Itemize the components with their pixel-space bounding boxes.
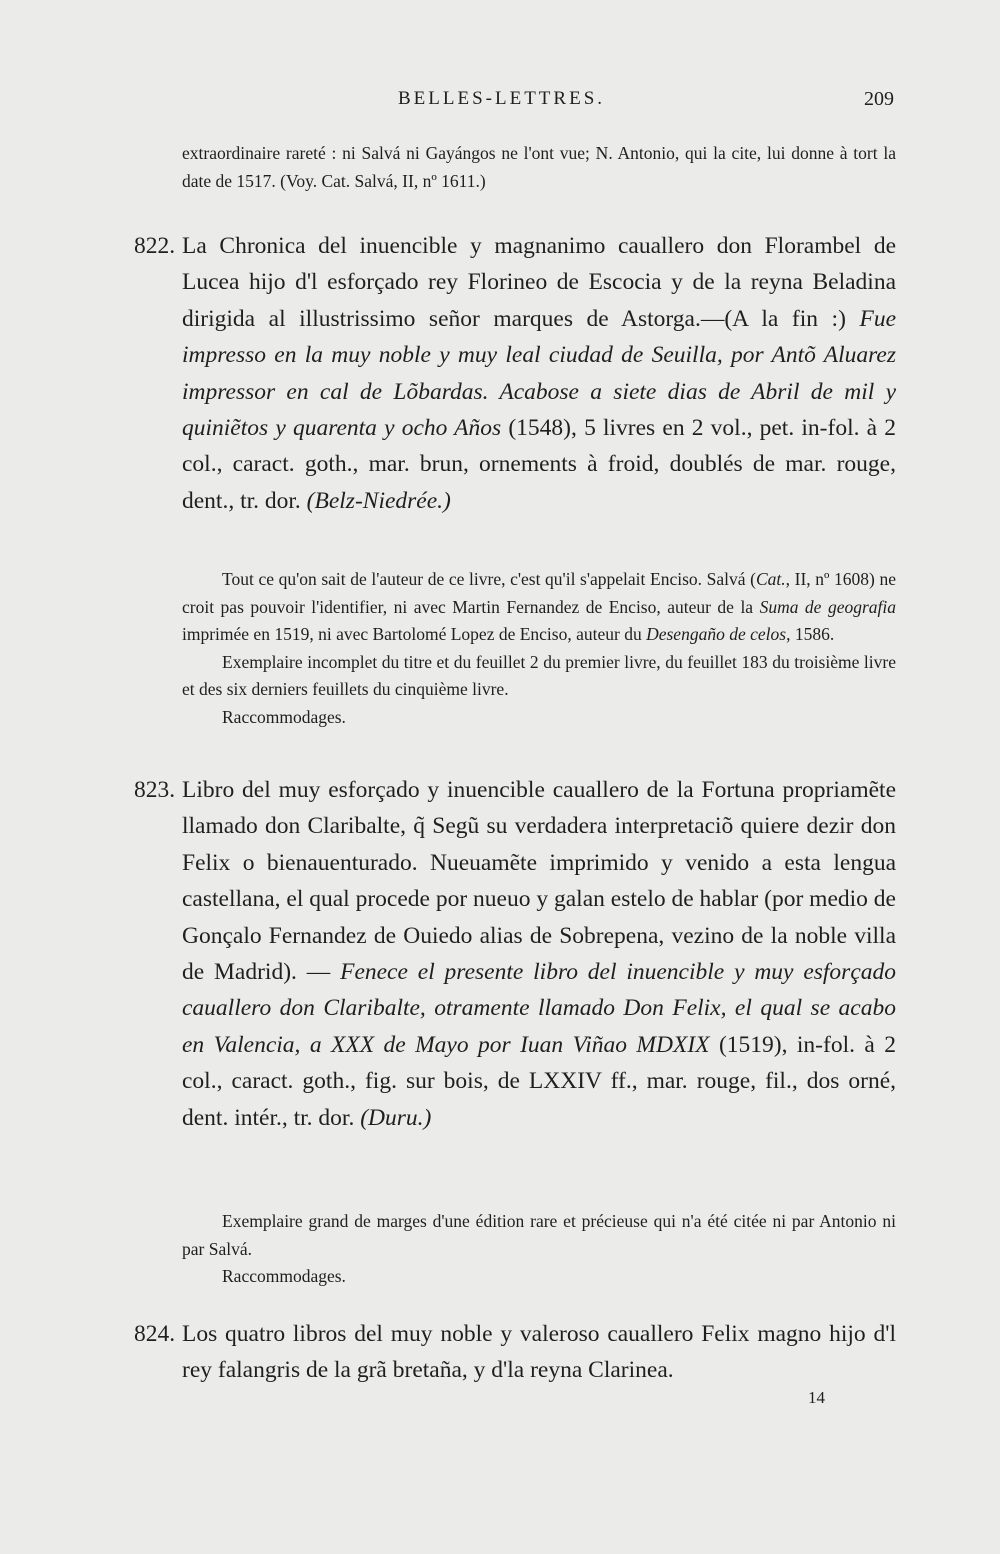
running-title: BELLES-LETTRES. [398, 88, 606, 109]
entry-822-body [134, 228, 897, 519]
entry-822-note-1 [182, 566, 896, 649]
entry-number: 823. [134, 777, 176, 803]
note-text: imprimée en 1519, ni avec Bartolomé Lopez de Enciso, auteur du [182, 624, 647, 644]
note-text: Tout ce qu'on sait de l'auteur de ce livre, c'est qu'il s'appelait Enciso. Salvá ( [222, 569, 756, 589]
entry-823 [134, 772, 897, 1136]
page-number: 209 [864, 88, 894, 110]
entry-822-notes [182, 566, 896, 731]
entry-824 [134, 1316, 896, 1389]
note-text: , 1586. [786, 624, 835, 644]
note-italic: Suma de geografia [759, 596, 896, 617]
top-note [182, 140, 896, 195]
entry-number: 824. [134, 1321, 176, 1347]
note-italic: Cat. [755, 569, 786, 589]
entry-822-title: La Chronica del inuencible y magnanimo cauallero don Florambel de Lucea hijo d'l esforçado rey Florineo de Escocia y de la reyna Beladina dirigida al illustrissimo señor marques de Astorga.—(A la fin :) [182, 233, 896, 332]
entry-number: 822. [134, 233, 176, 259]
entry-822-note-3: Raccommodages. [222, 706, 346, 727]
entry-822 [134, 228, 897, 519]
top-note-text: extraordinaire rareté : ni Salvá ni Gayángos ne l'ont vue; N. Antonio, qui la cite, lui donne à tort la date de 1517. (Voy. Cat. Salvá, II, nº 1611.) [182, 143, 896, 191]
entry-822-provenance: (Belz-Niedrée.) [306, 487, 451, 514]
signature-mark: 14 [808, 1388, 825, 1407]
entry-824-body [134, 1316, 896, 1389]
running-head [180, 88, 900, 118]
entry-823-colophon: Fenece el presente libro del inuencible y muy esforçado cauallero don Claribalte, otramente llamado Don Felix, el qual se acabo en Valencia, a XXX de Mayo por Iuan Viñao MDXIX [182, 959, 897, 1058]
entry-823-note-1: Exemplaire grand de marges d'une édition rare et précieuse qui n'a été citée ni par Antonio ni par Salvá. [182, 1211, 896, 1259]
entry-823-body [134, 772, 897, 1136]
entry-823-notes [182, 1208, 896, 1291]
note-text: , II, nº 1608) ne croit pas pouvoir l'identifier, ni avec Martin Fernandez de Enciso, auteur de la [182, 569, 896, 617]
entry-822-description: (1548), 5 livres en 2 vol., pet. in-fol. à 2 col., caract. goth., mar. brun, ornements à froid, doublés de mar. rouge, dent., tr. dor. [182, 415, 897, 514]
entry-823-note-2: Raccommodages. [222, 1266, 346, 1286]
entry-824-title: Los quatro libros del muy noble y valeroso cauallero Felix magno hijo d'l rey falangris de la grã bretaña, y d'la reyna Clarinea. [182, 1321, 896, 1384]
entry-823-title: Libro del muy esforçado y inuencible cauallero de la Fortuna propriamẽte llamado don Claribalte, q̃ Segũ su verdadera interpretaciõ quiere dezir don Felix o bienauenturado. Nueuamẽte imprimido y venido a esta lengua castellana, el qual procede por nueuo y galan estelo de hablar (por medio de Gonçalo Fernandez de Ouiedo alias de Sobrepena, vezino de la noble villa de Madrid). — [182, 777, 896, 986]
entry-823-provenance: (Duru.) [360, 1104, 432, 1131]
entry-823-description: (1519), in-fol. à 2 col., caract. goth., fig. sur bois, de LXXIV ff., mar. rouge, fil., dos orné, dent. intér., tr. dor. [182, 1031, 897, 1131]
entry-822-colophon: Fue impresso en la muy noble y muy leal ciudad de Seuilla, por Antõ Aluarez impressor en cal de Lõbardas. Acabose a siete dias de Abril de mil y quiniẽtos y quarenta y ocho Años [182, 305, 897, 442]
entry-822-note-2: Exemplaire incomplet du titre et du feuillet 2 du premier livre, du feuillet 183 du troisième livre et des six derniers feuillets du cinquième livre. [182, 651, 896, 699]
note-italic: Desengaño de celos [646, 624, 787, 644]
